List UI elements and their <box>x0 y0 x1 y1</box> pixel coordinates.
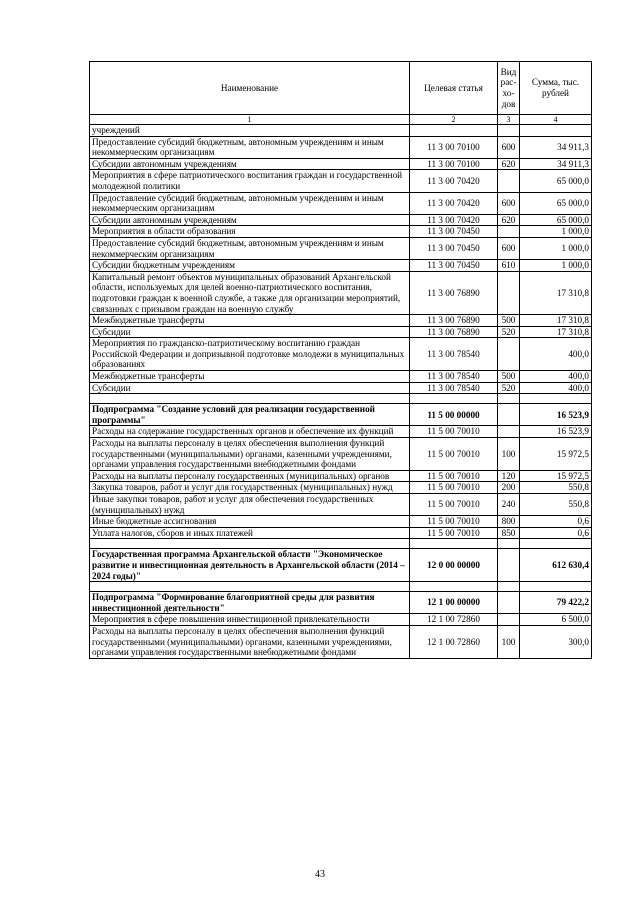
cell-name: Расходы на выплаты персоналу государственных (муниципальных) органов <box>90 470 410 482</box>
cell-name: Государственная программа Архангельской области "Экономическое развитие и инвестиционная деятельность в Архангельской области (2014 – 2024 годы)" <box>90 549 410 582</box>
cell-code: 11 5 00 70010 <box>410 438 498 471</box>
table-row <box>90 371 592 383</box>
table-row <box>90 125 592 137</box>
cell-sum: 400,0 <box>520 371 592 383</box>
cell-vid: 600 <box>498 237 520 259</box>
cell-vid: 600 <box>498 136 520 158</box>
cell-vid <box>498 426 520 438</box>
table-row <box>90 592 592 614</box>
cell-sum: 17 310,8 <box>520 326 592 338</box>
table-row <box>90 315 592 327</box>
cell-vid: 800 <box>498 516 520 528</box>
table-row <box>90 614 592 626</box>
empty-cell <box>520 539 592 549</box>
cell-code: 11 3 00 70100 <box>410 158 498 170</box>
header-name: Наименование <box>90 62 410 115</box>
cell-code: 11 3 00 76890 <box>410 271 498 314</box>
cell-sum: 79 422,2 <box>520 592 592 614</box>
table-row <box>90 226 592 238</box>
cell-sum: 16 523,9 <box>520 404 592 426</box>
empty-cell <box>90 539 410 549</box>
cell-sum <box>520 125 592 137</box>
cell-sum: 612 630,4 <box>520 549 592 582</box>
cell-vid <box>498 170 520 192</box>
cell-name: Предоставление субсидий бюджетным, автономным учреждениям и иным некоммерческим организациям <box>90 136 410 158</box>
cell-sum: 1 000,0 <box>520 260 592 272</box>
cell-name: Субсидии <box>90 382 410 394</box>
table-row <box>90 382 592 394</box>
cell-sum: 550,8 <box>520 482 592 494</box>
cell-vid: 200 <box>498 482 520 494</box>
cell-code: 11 3 00 76890 <box>410 315 498 327</box>
cell-code: 12 1 00 72860 <box>410 614 498 626</box>
budget-table <box>89 61 592 659</box>
cell-name: Закупка товаров, работ и услуг для государственных (муниципальных) нужд <box>90 482 410 494</box>
table-row <box>90 470 592 482</box>
cell-vid <box>498 125 520 137</box>
cell-name: Капитальный ремонт объектов муниципальных образований Архангельской области, используемых для целей военно-патриотического воспитания, подготовки граждан к военной службе, а также для организации мероприятий, связанных с призывом граждан на военную службу <box>90 271 410 314</box>
empty-cell <box>410 582 498 592</box>
cell-code: 11 3 00 70420 <box>410 192 498 214</box>
cell-code: 11 3 00 78540 <box>410 371 498 383</box>
table-row <box>90 136 592 158</box>
cell-sum: 17 310,8 <box>520 271 592 314</box>
cell-code: 11 3 00 70420 <box>410 214 498 226</box>
cell-name: Иные закупки товаров, работ и услуг для обеспечения государственных (муниципальных) нужд <box>90 494 410 516</box>
cell-name: Уплата налогов, сборов и иных платежей <box>90 527 410 539</box>
cell-code: 11 5 00 70010 <box>410 470 498 482</box>
cell-vid: 850 <box>498 527 520 539</box>
cell-vid <box>498 549 520 582</box>
cell-code: 11 5 00 70010 <box>410 482 498 494</box>
cell-vid: 520 <box>498 326 520 338</box>
column-number: 3 <box>498 115 520 125</box>
empty-cell <box>410 539 498 549</box>
cell-sum: 400,0 <box>520 338 592 371</box>
table-row <box>90 260 592 272</box>
cell-sum: 1 000,0 <box>520 226 592 238</box>
cell-name: Предоставление субсидий бюджетным, автономным учреждениям и иным некоммерческим организациям <box>90 237 410 259</box>
table-row <box>90 404 592 426</box>
table-row <box>90 214 592 226</box>
cell-sum: 65 000,0 <box>520 192 592 214</box>
cell-name: Субсидии автономным учреждениям <box>90 158 410 170</box>
empty-cell <box>90 582 410 592</box>
cell-vid: 620 <box>498 214 520 226</box>
cell-code: 11 3 00 70100 <box>410 136 498 158</box>
empty-cell <box>498 394 520 404</box>
empty-cell <box>90 394 410 404</box>
cell-sum: 0,6 <box>520 527 592 539</box>
cell-name: учреждений <box>90 125 410 137</box>
header-code: Целевая статья <box>410 62 498 115</box>
cell-sum: 17 310,8 <box>520 315 592 327</box>
cell-code <box>410 125 498 137</box>
table-row <box>90 527 592 539</box>
table-row <box>90 549 592 582</box>
cell-sum: 65 000,0 <box>520 214 592 226</box>
cell-sum: 65 000,0 <box>520 170 592 192</box>
table-row <box>90 271 592 314</box>
cell-sum: 300,0 <box>520 625 592 658</box>
header-sum: Сумма, тыс. рублей <box>520 62 592 115</box>
column-number-row <box>90 115 592 125</box>
cell-name: Предоставление субсидий бюджетным, автономным учреждениям и иным некоммерческим организациям <box>90 192 410 214</box>
cell-sum: 34 911,3 <box>520 158 592 170</box>
table-row <box>90 158 592 170</box>
table-row <box>90 338 592 371</box>
cell-vid: 100 <box>498 625 520 658</box>
table-row <box>90 516 592 528</box>
cell-name: Субсидии <box>90 326 410 338</box>
cell-vid: 100 <box>498 438 520 471</box>
cell-sum: 16 523,9 <box>520 426 592 438</box>
cell-name: Субсидии бюджетным учреждениям <box>90 260 410 272</box>
empty-cell <box>498 582 520 592</box>
cell-code: 11 5 00 70010 <box>410 516 498 528</box>
cell-vid: 620 <box>498 158 520 170</box>
cell-vid <box>498 404 520 426</box>
cell-name: Мероприятия в сфере повышения инвестиционной привлекательности <box>90 614 410 626</box>
cell-name: Подпрограмма "Формирование благоприятной среды для развития инвестиционной деятельности" <box>90 592 410 614</box>
cell-sum: 15 972,5 <box>520 470 592 482</box>
table-row <box>90 192 592 214</box>
cell-vid: 500 <box>498 315 520 327</box>
cell-code: 11 3 00 70450 <box>410 260 498 272</box>
empty-cell <box>520 394 592 404</box>
cell-sum: 550,8 <box>520 494 592 516</box>
spacer-row <box>90 394 592 404</box>
spacer-row <box>90 582 592 592</box>
table-row <box>90 482 592 494</box>
table-header-row <box>90 62 592 115</box>
spacer-row <box>90 539 592 549</box>
table-row <box>90 326 592 338</box>
cell-vid <box>498 338 520 371</box>
cell-vid: 500 <box>498 371 520 383</box>
cell-vid <box>498 271 520 314</box>
empty-cell <box>520 582 592 592</box>
cell-sum: 400,0 <box>520 382 592 394</box>
header-vid: Вид рас- хо- дов <box>498 62 520 115</box>
cell-code: 12 1 00 00000 <box>410 592 498 614</box>
table-row <box>90 494 592 516</box>
empty-cell <box>410 394 498 404</box>
cell-code: 11 3 00 70450 <box>410 226 498 238</box>
cell-vid <box>498 226 520 238</box>
cell-name: Мероприятия в сфере патриотического воспитания граждан и государственной молодежной политики <box>90 170 410 192</box>
cell-sum: 6 500,0 <box>520 614 592 626</box>
cell-name: Иные бюджетные ассигнования <box>90 516 410 528</box>
cell-code: 12 1 00 72860 <box>410 625 498 658</box>
cell-vid: 610 <box>498 260 520 272</box>
table-row <box>90 625 592 658</box>
cell-sum: 0,6 <box>520 516 592 528</box>
table-row <box>90 237 592 259</box>
cell-vid <box>498 592 520 614</box>
table-row <box>90 170 592 192</box>
cell-code: 11 3 00 78540 <box>410 338 498 371</box>
cell-code: 11 5 00 70010 <box>410 527 498 539</box>
cell-code: 11 5 00 00000 <box>410 404 498 426</box>
cell-code: 11 5 00 70010 <box>410 426 498 438</box>
column-number: 1 <box>90 115 410 125</box>
cell-vid <box>498 614 520 626</box>
cell-sum: 15 972,5 <box>520 438 592 471</box>
cell-code: 11 3 00 76890 <box>410 326 498 338</box>
table-row <box>90 438 592 471</box>
cell-vid: 520 <box>498 382 520 394</box>
column-number: 4 <box>520 115 592 125</box>
empty-cell <box>498 539 520 549</box>
table-body <box>90 125 592 659</box>
cell-vid: 600 <box>498 192 520 214</box>
cell-name: Мероприятия по гражданско-патриотическому воспитанию граждан Российской Федерации и допризывной подготовке молодежи в муниципальных образованиях <box>90 338 410 371</box>
cell-name: Расходы на содержание государственных органов и обеспечение их функций <box>90 426 410 438</box>
cell-name: Межбюджетные трансферты <box>90 371 410 383</box>
cell-name: Расходы на выплаты персоналу в целях обеспечения выполнения функций государственными (муниципальными) органами, казенными учреждениями, органами управления государственными внебюджетными фондами <box>90 438 410 471</box>
column-number: 2 <box>410 115 498 125</box>
cell-vid: 120 <box>498 470 520 482</box>
cell-name: Межбюджетные трансферты <box>90 315 410 327</box>
cell-sum: 34 911,3 <box>520 136 592 158</box>
cell-code: 11 3 00 78540 <box>410 382 498 394</box>
cell-name: Субсидии автономным учреждениям <box>90 214 410 226</box>
cell-vid: 240 <box>498 494 520 516</box>
cell-code: 11 3 00 70420 <box>410 170 498 192</box>
table-row <box>90 426 592 438</box>
cell-name: Расходы на выплаты персоналу в целях обеспечения выполнения функций государственными (муниципальными) органами, казенными учреждениями, органами управления государственными внебюджетными фондами <box>90 625 410 658</box>
cell-name: Мероприятия в области образования <box>90 226 410 238</box>
cell-name: Подпрограмма "Создание условий для реализации государственной программы" <box>90 404 410 426</box>
cell-code: 11 5 00 70010 <box>410 494 498 516</box>
cell-sum: 1 000,0 <box>520 237 592 259</box>
page-number: 43 <box>315 869 325 880</box>
cell-code: 11 3 00 70450 <box>410 237 498 259</box>
cell-code: 12 0 00 00000 <box>410 549 498 582</box>
